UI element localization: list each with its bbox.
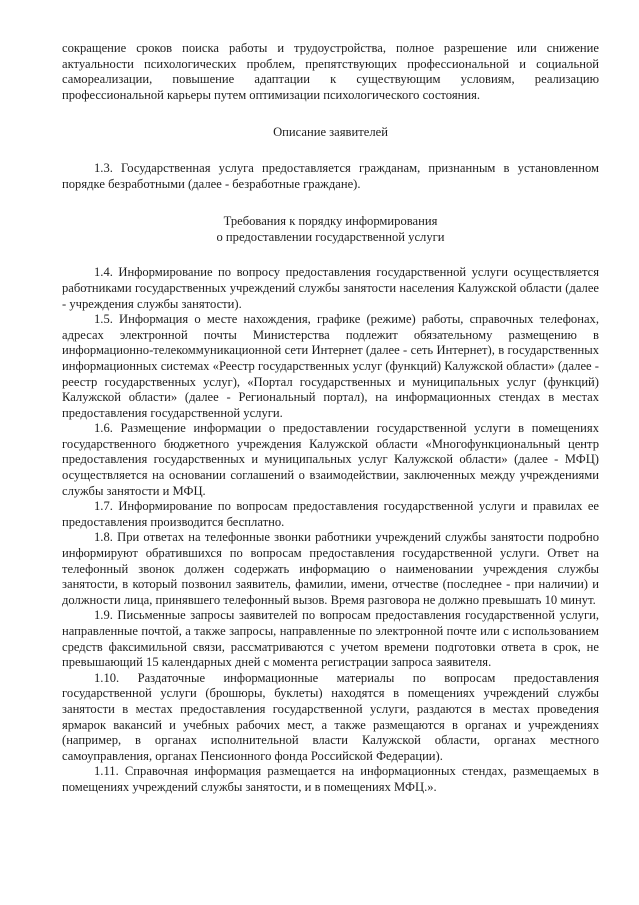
paragraph-1-4: 1.4. Информирование по вопросу предоставления государственной услуги осуществляется работниками государственных учреждений службы занятости населения Калужской области (далее - учреждения службы занятости).	[62, 265, 599, 311]
paragraph-1-11: 1.11. Справочная информация размещается на информационных стендах, размещаемых в помещениях учреждений службы занятости, и в помещениях МФЦ.».	[62, 764, 599, 794]
section-heading-applicants: Описание заявителей	[273, 125, 388, 140]
paragraph-1-3: 1.3. Государственная услуга предоставляется гражданам, признанным в установленном порядке безработными (далее - безработные граждане).	[62, 160, 599, 191]
section-heading-information-line1: Требования к порядку информирования	[223, 214, 438, 229]
paragraph-1-9: 1.9. Письменные запросы заявителей по вопросам предоставления государственной услуги, направленные почтой, а также запросы, направленные по электронной почте или с использованием средств факсимильной связи, рассматриваются с учетом времени подготовки ответа в срок, не превышающий 15 календарных дней с момента регистрации запроса заявителя.	[62, 608, 599, 670]
spacer	[62, 245, 599, 265]
spacer	[62, 103, 599, 125]
spacer	[62, 192, 599, 214]
paragraph-1-5: 1.5. Информация о месте нахождения, графике (режиме) работы, справочных телефонах, адресах электронной почты Министерства подлежит обязательному размещению в информационно-телекоммуникационной сети Интернет (далее - сеть Интернет), в государственных информационных системах «Реестр государственных услуг (функций) Калужской области» (далее - реестр государственных услуг), «Портал государственных и муниципальных услуг (функций) Калужской области» (далее - Региональный портал), на информационных стендах в местах предоставления государственной услуги.	[62, 312, 599, 420]
paragraph-1-10: 1.10. Раздаточные информационные материалы по вопросам предоставления государственной услуги (брошюры, буклеты) находятся в помещениях учреждений службы занятости в местах предоставления государственной услуги, раздаются в местах проведения ярмарок вакансий и учебных рабочих мест, а также размещаются в органах и учреждениях (например, в органах исполнительной власти Калужской области, органах местного самоуправления, органах Пенсионного фонда Российской Федерации).	[62, 670, 599, 763]
paragraph-1-6: 1.6. Размещение информации о предоставлении государственной услуги в помещениях государственного бюджетного учреждения Калужской области «Многофункциональный центр предоставления государственных и муниципальных услуг Калужской области» (далее - МФЦ) осуществляется на основании соглашений о взаимодействии, заключенных между учреждениями службы занятости и МФЦ.	[62, 421, 599, 498]
section-heading-information-line2: о предоставлении государственной услуги	[216, 229, 445, 244]
spacer	[62, 141, 599, 161]
paragraph-1-7: 1.7. Информирование по вопросам предоставления государственной услуги и правилах ее предоставления производится бесплатно.	[62, 499, 599, 529]
paragraph-1-8: 1.8. При ответах на телефонные звонки работники учреждений службы занятости подробно информируют обратившихся по вопросам предоставления государственной услуги. Ответ на телефонный звонок должен содержать информацию о наименовании учреждения службы занятости, в который позвонил заявитель, фамилии, имени, отчестве (последнее - при наличии) и должности лица, принявшего телефонный вызов. Время разговора не должно превышать 10 минут.	[62, 530, 599, 607]
intro-paragraph: сокращение сроков поиска работы и трудоустройства, полное разрешение или снижение актуальности психологических проблем, препятствующих профессиональной и социальной самореализации, повышение адаптации к существующим условиям, реализацию профессиональной карьеры путем оптимизации психологического состояния.	[62, 41, 599, 102]
